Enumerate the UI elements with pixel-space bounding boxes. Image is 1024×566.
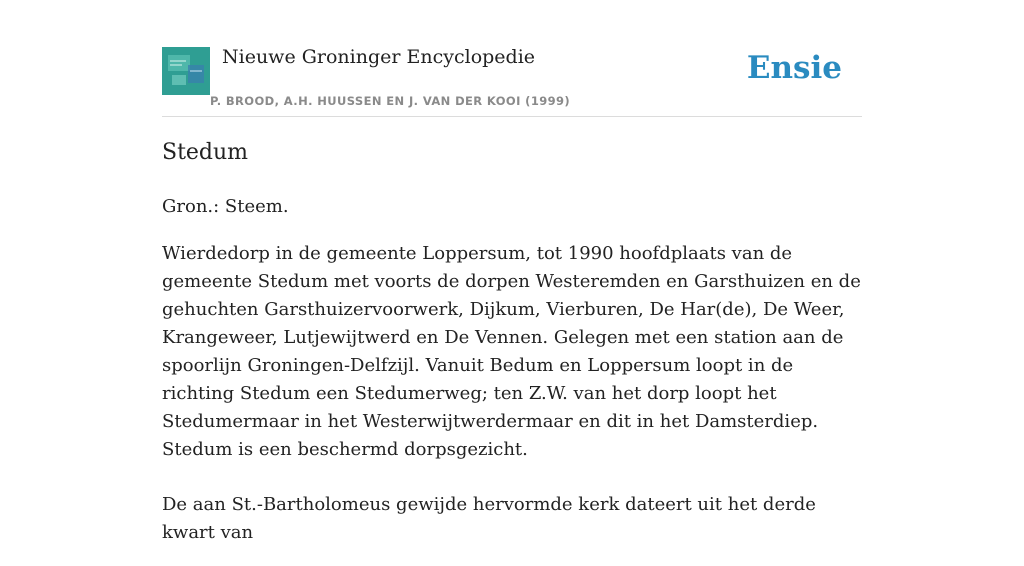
book-cover-icon xyxy=(162,47,210,95)
article-paragraph: Wierdedorp in de gemeente Loppersum, tot 1990 hoofdplaats van de gemeente Stedum met voorts de dorpen Westeremden en Garsthuizen en de gehuchten Garsthuizervoorwerk, Dijkum, Vierburen, De Har(de), De Weer, Krangeweer, Lutjewijtwerd en De Vennen. Gelegen met een station aan de spoorlijn Groningen-Delfzijl. Vanuit Bedum en Loppersum loopt in de richting Stedum een Stedumerweg; ten Z.W. van het dorp loopt het Stedumermaar in het Westerwijtwerdermaar en dit in het Damsterdiep. Stedum is een beschermd dorpsgezicht. xyxy=(162,243,861,460)
page xyxy=(162,0,862,543)
encyclopedia-title[interactable]: Nieuwe Groninger Encyclopedie xyxy=(222,46,536,68)
ensie-logo-link[interactable]: Ensie xyxy=(746,50,842,86)
article-paragraph: Gron.: Steem. xyxy=(162,196,289,217)
article-body xyxy=(162,193,862,566)
article-title: Stedum xyxy=(162,140,249,165)
header xyxy=(162,0,862,117)
article-paragraph: De aan St.-Bartholomeus gewijde hervormde kerk dateert uit het derde kwart van xyxy=(162,494,816,543)
authors-line: P. BROOD, A.H. HUUSSEN EN J. VAN DER KOOI (1999) xyxy=(210,94,571,108)
encyclopedia-cover-avatar[interactable] xyxy=(162,47,210,95)
